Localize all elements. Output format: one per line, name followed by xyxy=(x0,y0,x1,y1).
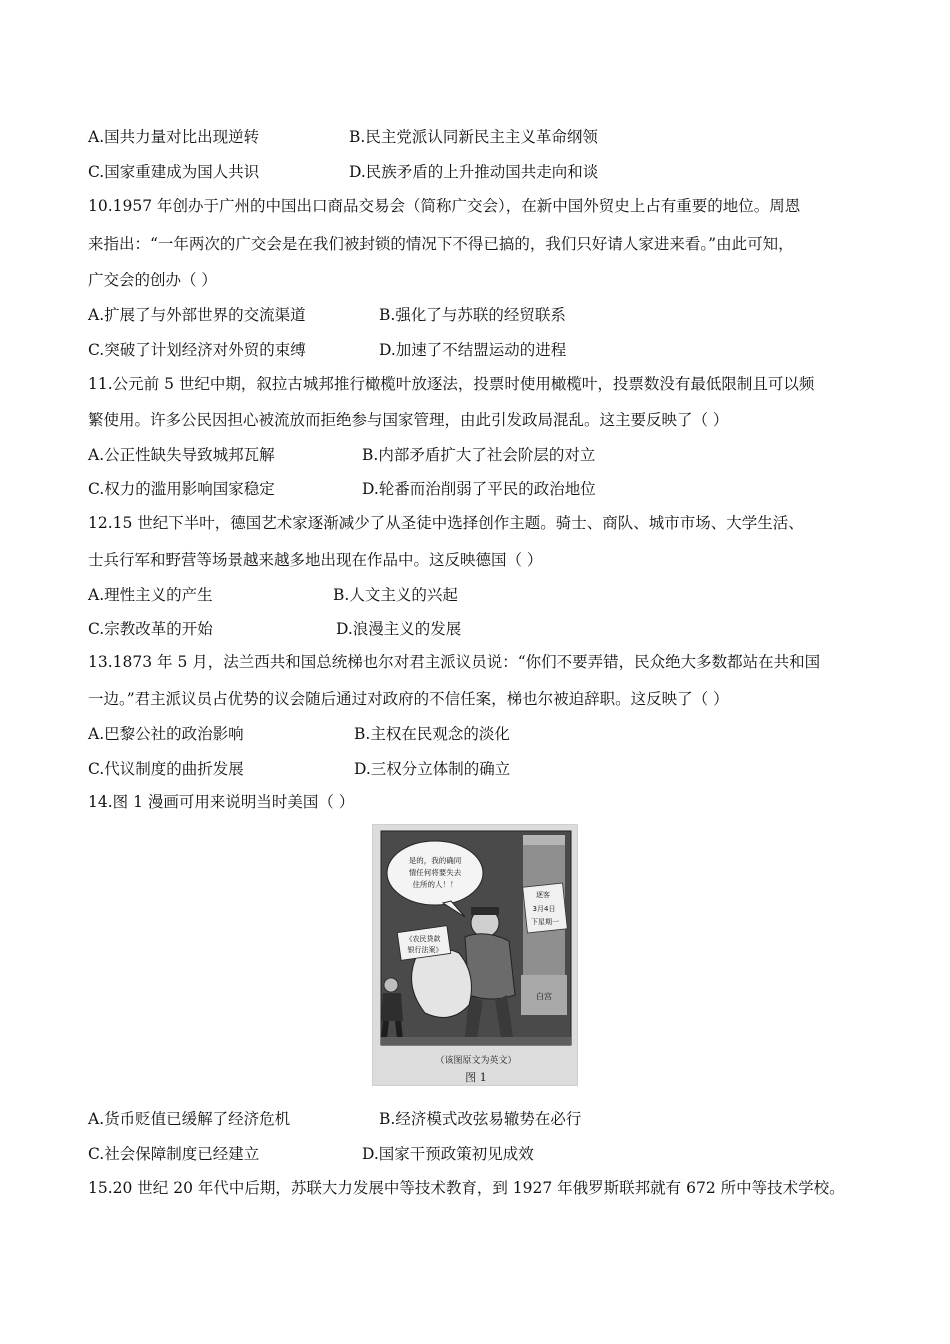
q10-option-c: C.突破了计划经济对外贸的束缚 xyxy=(88,341,306,359)
sack-label-line-2: 银行法案》 xyxy=(407,946,443,954)
cartoon-figure xyxy=(372,824,578,1086)
q11-option-a: A.公正性缺失导致城邦瓦解 xyxy=(88,446,275,464)
q12-option-d: D.浪漫主义的发展 xyxy=(336,620,462,638)
q15-stem-line-1: 15.20 世纪 20 年代中后期，苏联大力发展中等技术教育，到 1927 年俄罗斯联邦就有 672 所中等技术学校。 xyxy=(88,1179,845,1197)
q9-option-b: B.民主党派认同新民主主义革命纲领 xyxy=(349,128,598,146)
q11-option-d: D.轮番而治削弱了平民的政治地位 xyxy=(362,480,596,498)
q11-stem-line-1: 11.公元前 5 世纪中期，叙拉古城邦推行橄榄叶放逐法，投票时使用橄榄叶，投票数没有最低限制且可以频 xyxy=(88,375,815,393)
q13-option-d: D.三权分立体制的确立 xyxy=(354,760,511,778)
q11-stem-line-2: 繁使用。许多公民因担心被流放而拒绝参与国家管理，由此引发政局混乱。这主要反映了（ ） xyxy=(88,411,729,429)
figure-note: （该图原文为英文） xyxy=(435,1056,517,1066)
q9-option-c: C.国家重建成为国人共识 xyxy=(88,163,260,181)
sign-line-1: 逐客 xyxy=(536,891,550,899)
q12-option-c: C.宗教改革的开始 xyxy=(88,620,213,638)
sign-line-3: 下星期一 xyxy=(531,918,559,926)
q13-option-a: A.巴黎公社的政治影响 xyxy=(88,725,244,743)
q13-option-b: B.主权在民观念的淡化 xyxy=(354,725,510,743)
q13-stem-line-1: 13.1873 年 5 月，法兰西共和国总统梯也尔对君主派议员说：“你们不要弄错，民众绝大多数都站在共和国 xyxy=(88,653,821,671)
bubble-line-3: 住所的人！！ xyxy=(412,880,458,889)
q10-stem-line-2: 来指出：“一年两次的广交会是在我们被封锁的情况下不得已搞的，我们只好请人家进来看。”由此可知， xyxy=(88,235,794,253)
q13-option-c: C.代议制度的曲折发展 xyxy=(88,760,244,778)
sack-label-line-1: 《农民贷款 xyxy=(405,935,441,943)
q10-stem-line-1: 10.1957 年创办于广州的中国出口商品交易会（简称广交会），在新中国外贸史上占有重要的地位。周恩 xyxy=(88,197,801,215)
q9-option-d: D.民族矛盾的上升推动国共走向和谈 xyxy=(349,163,599,181)
sign-line-2: 3月4日 xyxy=(532,905,556,913)
q11-option-c: C.权力的滥用影响国家稳定 xyxy=(88,480,275,498)
q10-option-b: B.强化了与苏联的经贸联系 xyxy=(379,306,566,324)
bubble-line-2: 情任何将要失去 xyxy=(408,868,462,877)
q12-option-b: B.人文主义的兴起 xyxy=(333,586,458,604)
q10-option-a: A.扩展了与外部世界的交流渠道 xyxy=(88,306,306,324)
door-label: 白宫 xyxy=(536,992,552,1001)
cartoon-illustration xyxy=(373,825,578,1086)
q14-option-b: B.经济模式改弦易辙势在必行 xyxy=(379,1110,582,1128)
q10-stem-line-3: 广交会的创办（ ） xyxy=(88,271,217,289)
q14-option-a: A.货币贬值已缓解了经济危机 xyxy=(88,1110,291,1128)
bubble-line-1: 是的，我的确同 xyxy=(408,856,462,865)
q11-option-b: B.内部矛盾扩大了社会阶层的对立 xyxy=(362,446,596,464)
q13-stem-line-2: 一边。”君主派议员占优势的议会随后通过对政府的不信任案，梯也尔被迫辞职。这反映了（ ） xyxy=(88,690,729,708)
q14-stem-line-1: 14.图 1 漫画可用来说明当时美国（ ） xyxy=(88,793,355,811)
q10-option-d: D.加速了不结盟运动的进程 xyxy=(379,341,567,359)
q14-option-c: C.社会保障制度已经建立 xyxy=(88,1145,260,1163)
q12-stem-line-2: 士兵行军和野营等场景越来越多地出现在作品中。这反映德国（ ） xyxy=(88,551,543,569)
q14-option-d: D.国家干预政策初见成效 xyxy=(362,1145,534,1163)
figure-caption: 图 1 xyxy=(465,1071,487,1084)
q12-option-a: A.理性主义的产生 xyxy=(88,586,213,604)
q12-stem-line-1: 12.15 世纪下半叶，德国艺术家逐渐减少了从圣徒中选择创作主题。骑士、商队、城市市场、大学生活、 xyxy=(88,514,804,532)
q9-option-a: A.国共力量对比出现逆转 xyxy=(88,128,260,146)
